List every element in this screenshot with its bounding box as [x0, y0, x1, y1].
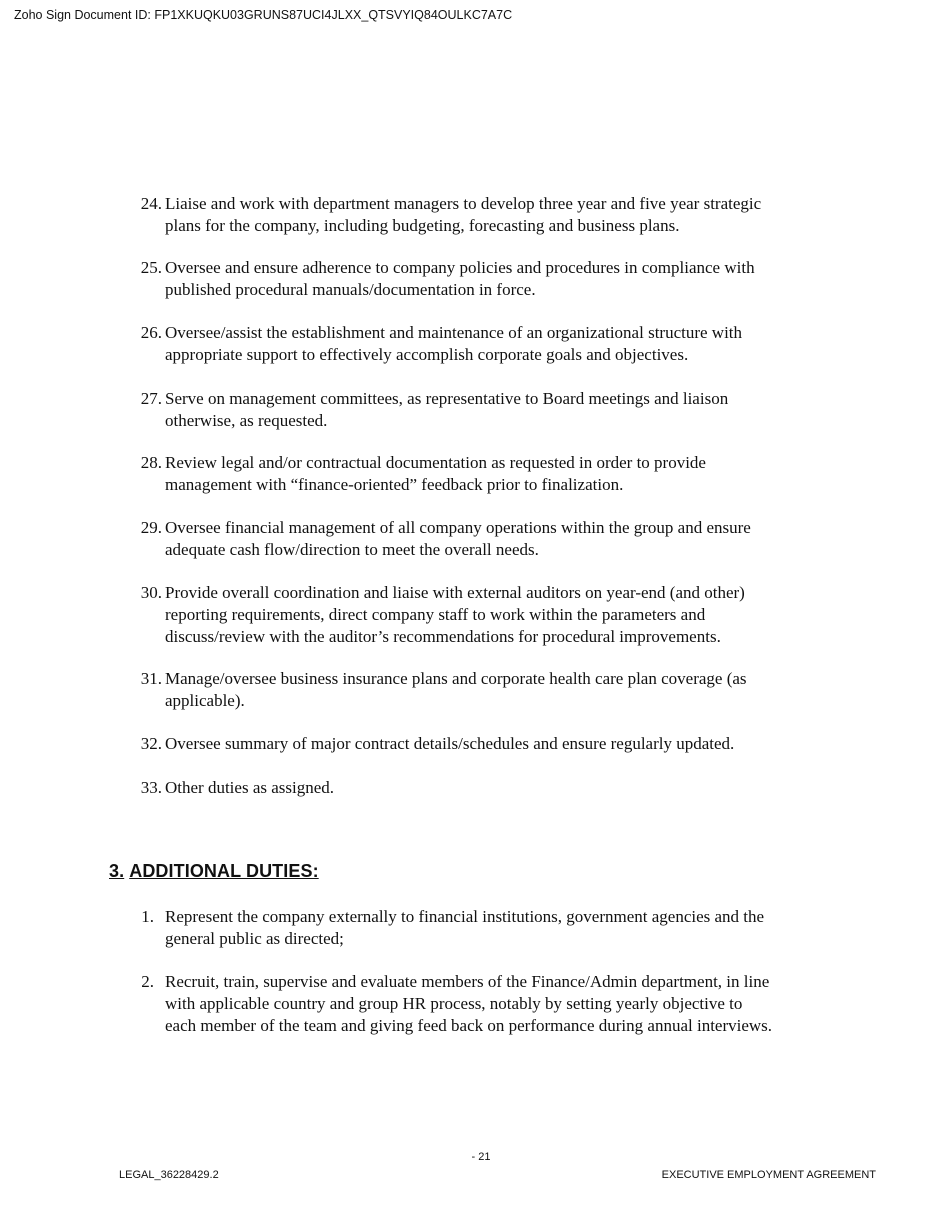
item-text: Recruit, train, supervise and evaluate members of the Finance/Admin department, in line with applicable country and group HR process, notably by setting yearly objective to each member of the team and giving feed back on performance during annual interviews. [165, 972, 773, 1035]
item-text: Liaise and work with department managers to develop three year and five year strategic plans for the company, including budgeting, forecasting and business plans. [165, 194, 762, 235]
footer-document-code: LEGAL_36228429.2 [119, 1169, 219, 1181]
item-number: 33. [140, 778, 162, 797]
section-heading [109, 861, 319, 882]
item-number: 28. [140, 453, 162, 472]
footer-document-title: EXECUTIVE EMPLOYMENT AGREEMENT [661, 1169, 876, 1181]
item-text: Provide overall coordination and liaise with external auditors on year-end (and other) reporting requirements, direct company staff to work within the parameters and discuss/review with the auditor’s recommendations for procedural improvements. [165, 583, 745, 646]
item-number: 24. [140, 194, 162, 213]
item-text: Oversee financial management of all company operations within the group and ensure adequate cash flow/direction to meet the overall needs. [165, 518, 751, 559]
item-number: 32. [140, 734, 162, 753]
item-text: Oversee summary of major contract details/schedules and ensure regularly updated. [165, 734, 735, 753]
section-number: 3. [109, 861, 125, 881]
document-id: Zoho Sign Document ID: FP1XKUQKU03GRUNS87UCI4JLXX_QTSVYIQ84OULKC7A7C [14, 8, 513, 22]
page-number: - 21 [471, 1151, 491, 1163]
item-text: Other duties as assigned. [165, 778, 335, 797]
item-text: Represent the company externally to financial institutions, government agencies and the general public as directed; [165, 907, 765, 948]
item-number: 29. [140, 518, 162, 537]
item-number: 2. [141, 972, 154, 991]
item-text: Review legal and/or contractual documentation as requested in order to provide management with “finance-oriented” feedback prior to finalization. [165, 453, 706, 494]
item-number: 26. [140, 323, 162, 342]
item-text: Manage/oversee business insurance plans and corporate health care plan coverage (as applicable). [165, 669, 747, 710]
item-text: Oversee/assist the establishment and maintenance of an organizational structure with appropriate support to effectively accomplish corporate goals and objectives. [165, 323, 743, 364]
item-number: 31. [140, 669, 162, 688]
item-number: 30. [140, 583, 162, 602]
item-number: 25. [140, 258, 162, 277]
item-number: 27. [140, 389, 162, 408]
item-text: Serve on management committees, as representative to Board meetings and liaison otherwise, as requested. [165, 389, 729, 430]
item-number: 1. [141, 907, 154, 926]
item-text: Oversee and ensure adherence to company policies and procedures in compliance with published procedural manuals/documentation in force. [165, 258, 755, 299]
section-title: ADDITIONAL DUTIES: [129, 861, 319, 881]
